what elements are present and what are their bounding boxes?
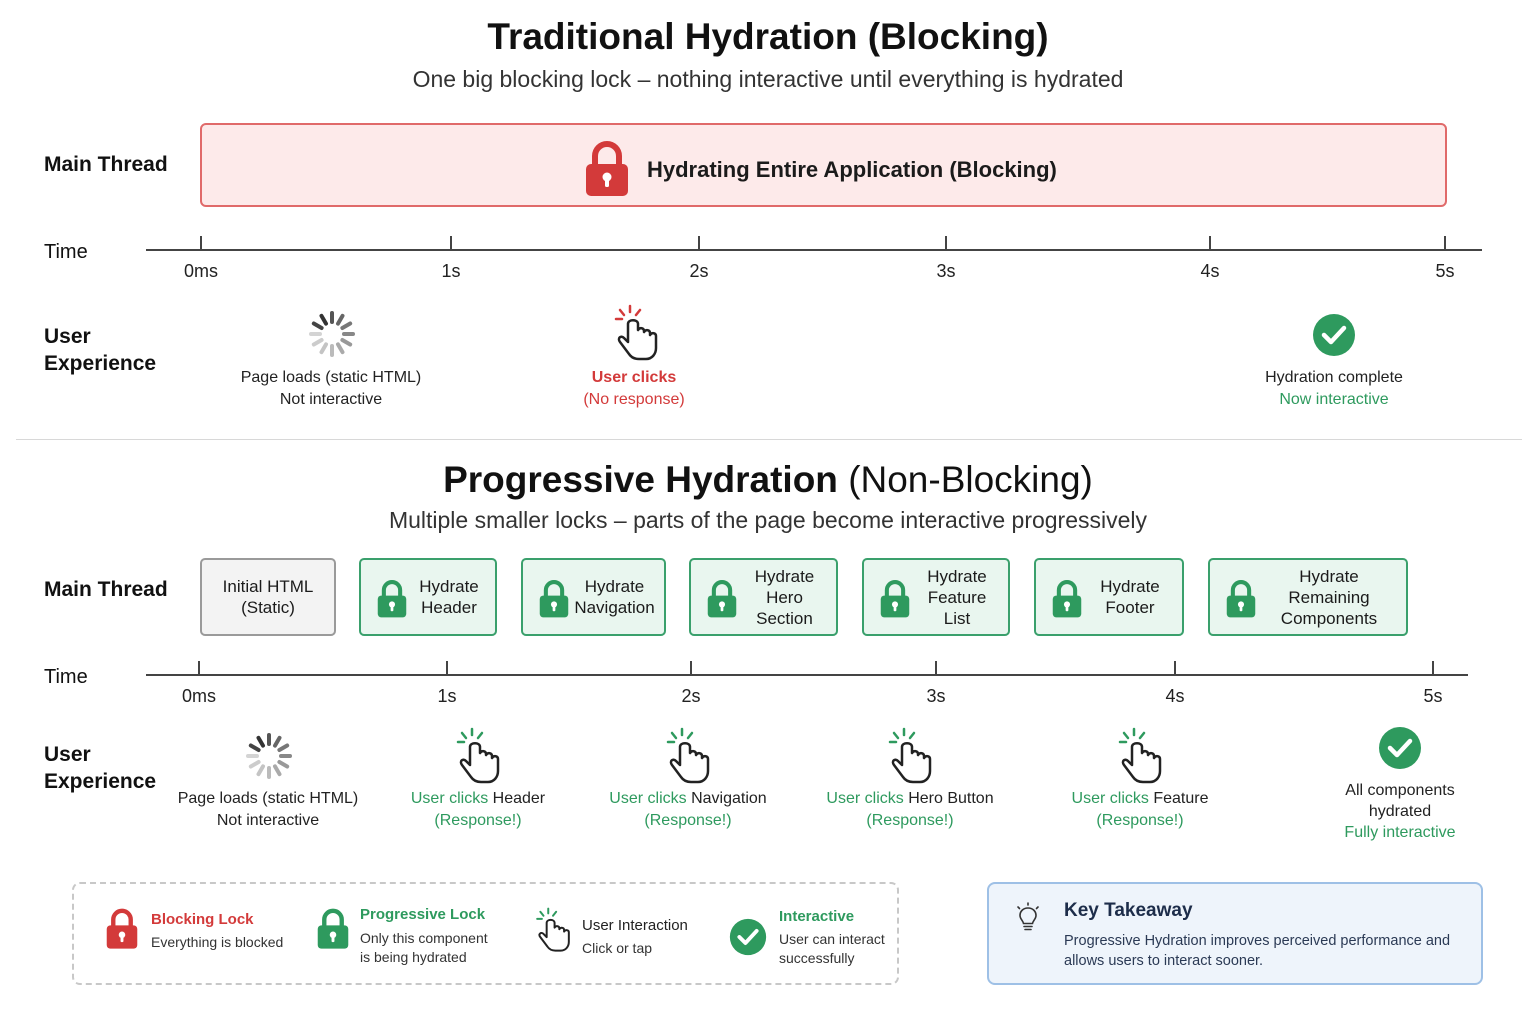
progressive-event-user-click: [1030, 788, 1250, 832]
green-lock-icon: [317, 908, 349, 950]
pointer-click-icon: [534, 906, 572, 954]
event-target: Hero Button: [908, 790, 994, 807]
progressive-time-axis: [146, 674, 1468, 676]
pointer-click-icon: [664, 727, 712, 790]
ux-label-line1: User: [44, 325, 91, 348]
hydration-segment-label: Hydrate Hero Section: [754, 566, 815, 628]
event-prefix: User clicks: [826, 790, 904, 807]
event-line2: (Response!): [866, 812, 954, 829]
green-lock-icon: [377, 580, 407, 623]
traditional-time-axis: [146, 249, 1482, 251]
event-line1b: hydrated: [1368, 803, 1432, 820]
hydration-segment: [521, 558, 666, 636]
check-circle-icon: [729, 918, 767, 956]
progressive-event-complete: [1310, 780, 1490, 843]
legend-blocking-desc: Everything is blocked: [151, 934, 284, 950]
key-takeaway-body: Progressive Hydration improves perceived performance and allows users to interact sooner.: [1064, 933, 1451, 969]
traditional-main-thread-label: Main Thread: [44, 153, 168, 176]
progressive-event-user-click: [578, 788, 798, 832]
progressive-event-user-click: [368, 788, 588, 832]
event-line1: [578, 788, 798, 810]
event-target: Header: [492, 790, 546, 807]
progressive-title: [0, 459, 1536, 501]
event-line2: (Response!): [434, 812, 522, 829]
traditional-time-label: Time: [44, 241, 88, 263]
ux-label-line2: Experience: [44, 352, 157, 375]
traditional-ux-label: [44, 323, 156, 377]
event-line1: Hydration complete: [1265, 369, 1403, 386]
hydration-segment-label: Hydrate Remaining Components: [1280, 566, 1378, 628]
blocking-bar-label: Hydrating Entire Application (Blocking): [647, 157, 1057, 182]
legend-desc-line1: Only this component: [360, 930, 488, 946]
traditional-subtitle: One big blocking lock – nothing interactive until everything is hydrated: [412, 66, 1124, 92]
traditional-tick-label: 4s: [1200, 261, 1220, 281]
traditional-tick-label: 1s: [441, 261, 461, 281]
traditional-tick: [200, 236, 202, 250]
progressive-tick: [198, 661, 200, 675]
legend-desc-line1: User can interact: [779, 931, 885, 947]
progressive-tick: [1432, 661, 1434, 675]
hydration-segment: [1034, 558, 1184, 636]
progressive-tick-label: 1s: [437, 686, 457, 706]
red-lock-icon: [585, 141, 629, 197]
progressive-time-label: Time: [44, 666, 88, 688]
hydration-segment-label: Hydrate Footer: [1100, 577, 1160, 617]
hydration-segment-label: Hydrate Navigation: [574, 577, 655, 617]
progressive-tick: [446, 661, 448, 675]
traditional-title: Traditional Hydration (Blocking): [487, 16, 1049, 57]
progressive-title-bold: Progressive Hydration: [443, 459, 838, 500]
progressive-tick-label: 3s: [926, 686, 946, 706]
event-line2: Not interactive: [279, 391, 383, 408]
progressive-tick: [690, 661, 692, 675]
traditional-event-user-clicks: [534, 367, 734, 411]
progressive-tick-label: 4s: [1165, 686, 1185, 706]
legend-blocking-title: Blocking Lock: [151, 911, 254, 928]
traditional-tick-label: 0ms: [183, 261, 218, 281]
progressive-event-page-load: [148, 788, 388, 832]
event-line2: Fully interactive: [1344, 824, 1456, 841]
green-lock-icon: [539, 580, 569, 623]
progressive-subtitle: Multiple smaller locks – parts of the page become interactive progressively: [388, 507, 1148, 533]
event-target: Navigation: [691, 790, 767, 807]
legend-progressive-title: Progressive Lock: [360, 906, 486, 923]
traditional-tick: [450, 236, 452, 250]
check-circle-icon: [1378, 726, 1422, 770]
spinner-icon: [306, 308, 358, 360]
legend-desc-line2: is being hydrated: [360, 949, 467, 965]
legend-desc-line2: successfully: [779, 950, 855, 966]
event-line1: All components: [1345, 782, 1455, 799]
traditional-tick-label: 5s: [1435, 261, 1455, 281]
traditional-tick: [1209, 236, 1211, 250]
hydration-segment: [689, 558, 838, 636]
traditional-event-complete: [1234, 367, 1434, 411]
progressive-tick-label: 5s: [1423, 686, 1443, 706]
legend-interaction-desc: Click or tap: [582, 940, 653, 956]
traditional-event-page-load: [211, 367, 451, 411]
legend-interaction-title: User Interaction: [582, 917, 688, 934]
traditional-tick-label: 2s: [689, 261, 709, 281]
event-line1: User clicks: [591, 369, 677, 386]
hydration-segment: [359, 558, 497, 636]
event-line2: (Response!): [644, 812, 732, 829]
traditional-tick-label: 3s: [936, 261, 956, 281]
legend-interactive-title: Interactive: [779, 908, 855, 925]
event-line2: (Response!): [1096, 812, 1184, 829]
event-line2: Not interactive: [216, 812, 320, 829]
key-takeaway-box: [987, 882, 1483, 985]
progressive-main-thread-label: Main Thread: [44, 578, 168, 601]
green-lock-icon: [707, 580, 737, 623]
progressive-tick-label: 2s: [681, 686, 701, 706]
progressive-tick-label: 0ms: [181, 686, 216, 706]
legend: [72, 882, 899, 985]
ux-label-line2: Experience: [44, 770, 157, 793]
green-lock-icon: [1052, 580, 1082, 623]
event-prefix: User clicks: [609, 790, 687, 807]
progressive-event-user-click: [800, 788, 1020, 832]
traditional-tick: [698, 236, 700, 250]
traditional-tick: [1444, 236, 1446, 250]
progressive-title-light: (Non-Blocking): [848, 459, 1093, 500]
key-takeaway-title: Key Takeaway: [1064, 900, 1193, 921]
pointer-click-icon: [612, 304, 660, 362]
pointer-click-icon: [1116, 727, 1164, 790]
blocking-bar: [200, 123, 1447, 207]
event-line2: Now interactive: [1279, 391, 1389, 408]
pointer-click-icon: [454, 727, 502, 790]
event-prefix: User clicks: [410, 790, 489, 807]
check-circle-icon: [1312, 313, 1356, 357]
hydration-segment-label: Initial HTML (Static): [222, 577, 314, 617]
progressive-ux-label: [44, 741, 156, 795]
ux-label-line1: User: [44, 743, 91, 766]
event-target: Feature: [1153, 790, 1209, 807]
red-lock-icon: [106, 908, 138, 950]
event-line1: [800, 788, 1020, 810]
progressive-tick: [1174, 661, 1176, 675]
lightbulb-icon: [1015, 902, 1041, 934]
event-line1: [368, 788, 588, 810]
event-line1: [1030, 788, 1250, 810]
spinner-icon: [243, 730, 295, 782]
event-line1: Page loads (static HTML): [240, 369, 422, 386]
hydration-segment: [1208, 558, 1408, 636]
hydration-segment-label: Hydrate Feature List: [927, 566, 987, 628]
traditional-tick: [945, 236, 947, 250]
event-line1: Page loads (static HTML): [177, 790, 359, 807]
hydration-segment-label: Hydrate Header: [419, 577, 479, 617]
section-divider: [16, 439, 1522, 440]
event-line2: (No response): [583, 391, 685, 408]
progressive-tick: [935, 661, 937, 675]
green-lock-icon: [1226, 580, 1256, 623]
event-prefix: User clicks: [1071, 790, 1149, 807]
pointer-click-icon: [886, 727, 934, 790]
hydration-segment: [862, 558, 1010, 636]
hydration-segment: [200, 558, 336, 636]
legend-progressive-desc: [360, 929, 488, 967]
green-lock-icon: [880, 580, 910, 623]
legend-interactive-desc: [779, 930, 885, 968]
